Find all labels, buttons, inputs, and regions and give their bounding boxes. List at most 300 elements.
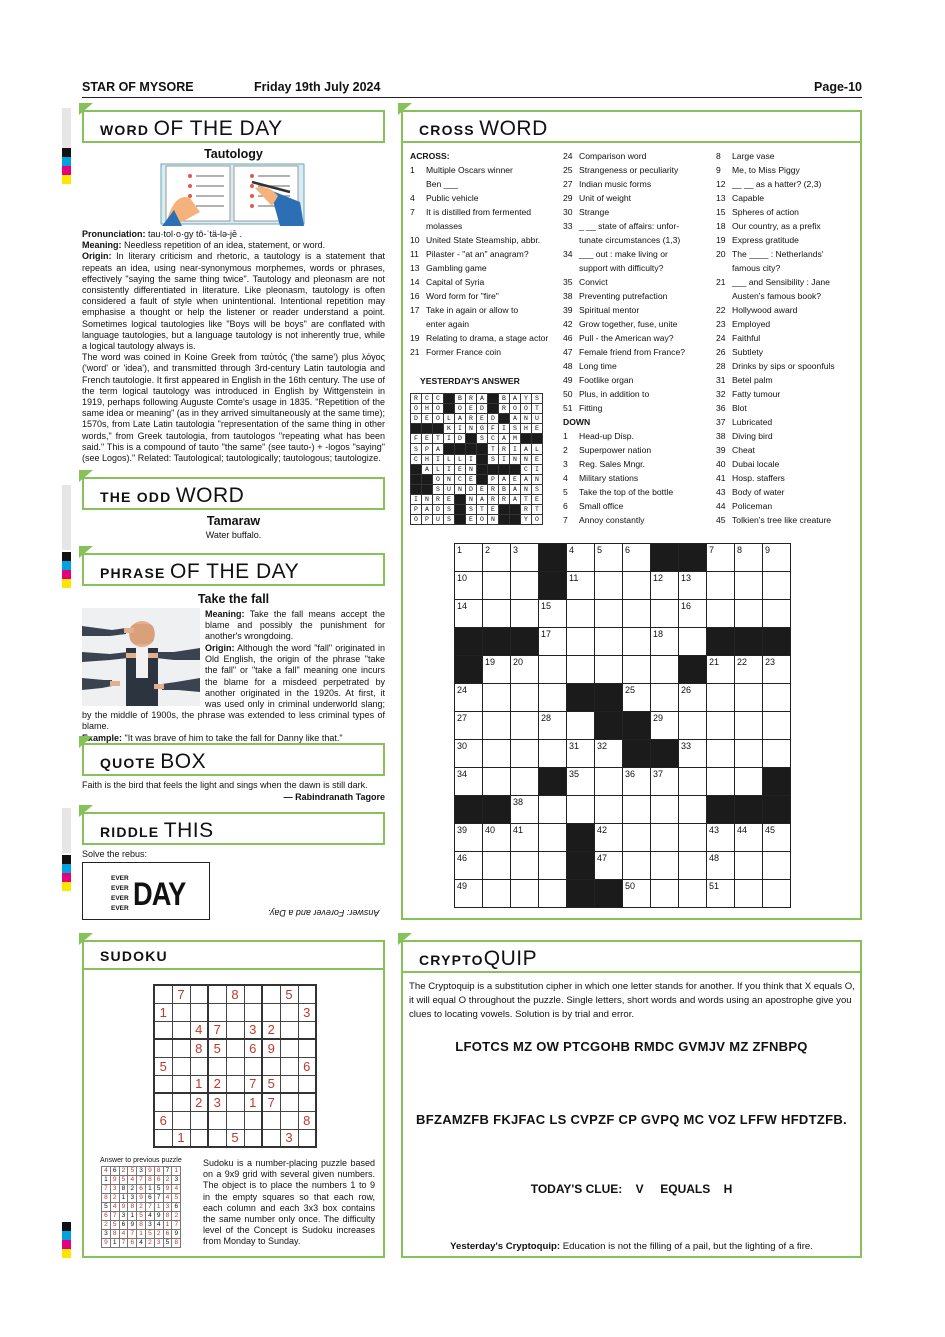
clue-text: Female friend from France? bbox=[579, 347, 686, 357]
answer-cell: S bbox=[411, 444, 422, 454]
grid-square[interactable] bbox=[623, 880, 651, 908]
sudoku-cell[interactable] bbox=[172, 1057, 190, 1075]
grid-square[interactable] bbox=[651, 684, 679, 712]
sudoku-cell[interactable] bbox=[208, 985, 226, 1003]
grid-square[interactable] bbox=[679, 880, 707, 908]
clue-text: Unit of weight bbox=[579, 193, 632, 203]
grid-square[interactable] bbox=[539, 712, 567, 740]
black-square bbox=[595, 712, 623, 740]
clue-number: 28 bbox=[541, 713, 552, 723]
grid-square[interactable] bbox=[651, 852, 679, 880]
grid-square[interactable] bbox=[623, 656, 651, 684]
sudoku-cell[interactable] bbox=[262, 985, 280, 1003]
grid-square[interactable] bbox=[567, 656, 595, 684]
pron-label: Pronunciation: bbox=[82, 229, 146, 239]
sudoku-cell[interactable] bbox=[208, 1003, 226, 1021]
sudoku-cell[interactable] bbox=[298, 1129, 316, 1147]
sudoku-cell: 3 bbox=[208, 1093, 226, 1111]
grid-square[interactable] bbox=[735, 852, 763, 880]
grid-square[interactable] bbox=[483, 684, 511, 712]
answer-cell: 1 bbox=[172, 1167, 181, 1176]
grid-square[interactable] bbox=[483, 572, 511, 600]
sudoku-cell[interactable] bbox=[244, 1111, 262, 1129]
grid-square[interactable] bbox=[735, 880, 763, 908]
sudoku-cell[interactable] bbox=[244, 985, 262, 1003]
answer-cell: 5 bbox=[145, 1230, 154, 1239]
grid-square[interactable] bbox=[763, 824, 791, 852]
clue-number: 1 bbox=[457, 545, 463, 555]
answer-cell: E bbox=[422, 414, 433, 424]
answer-cell: N bbox=[521, 414, 532, 424]
answer-row bbox=[411, 505, 543, 515]
sudoku-cell[interactable] bbox=[154, 1075, 172, 1093]
grid-square[interactable] bbox=[707, 656, 735, 684]
grid-square[interactable] bbox=[763, 684, 791, 712]
sudoku-cell: 5 bbox=[154, 1057, 172, 1075]
color-registration-mark bbox=[62, 855, 71, 891]
sudoku-cell[interactable] bbox=[208, 1129, 226, 1147]
grid-square[interactable] bbox=[623, 572, 651, 600]
grid-row bbox=[455, 684, 791, 712]
grid-square[interactable] bbox=[455, 740, 483, 768]
grid-square[interactable] bbox=[511, 684, 539, 712]
answer-cell: 3 bbox=[163, 1203, 172, 1212]
grid-square[interactable] bbox=[735, 656, 763, 684]
sudoku-cell[interactable] bbox=[190, 1129, 208, 1147]
sudoku-cell[interactable] bbox=[226, 1075, 244, 1093]
clue-number: 30 bbox=[563, 207, 573, 217]
grid-square[interactable] bbox=[651, 600, 679, 628]
grid-square[interactable] bbox=[763, 880, 791, 908]
sudoku-cell[interactable] bbox=[190, 985, 208, 1003]
black-square bbox=[595, 880, 623, 908]
clue-number: 28 bbox=[716, 361, 726, 371]
answer-cell: H bbox=[521, 424, 532, 434]
grid-square[interactable] bbox=[595, 796, 623, 824]
grid-square[interactable] bbox=[763, 852, 791, 880]
grid-square[interactable] bbox=[567, 544, 595, 572]
clue-item bbox=[563, 317, 713, 331]
answer-cell: 3 bbox=[137, 1167, 146, 1176]
clue-item bbox=[716, 317, 861, 331]
grid-square[interactable] bbox=[595, 852, 623, 880]
grid-square[interactable] bbox=[707, 572, 735, 600]
answer-cell: C bbox=[422, 394, 433, 404]
grid-square[interactable] bbox=[735, 712, 763, 740]
grid-square[interactable] bbox=[567, 572, 595, 600]
clue-number: 1 bbox=[410, 165, 415, 175]
grid-square[interactable] bbox=[483, 880, 511, 908]
grid-square[interactable] bbox=[763, 656, 791, 684]
sudoku-cell[interactable] bbox=[172, 1093, 190, 1111]
grid-square[interactable] bbox=[679, 712, 707, 740]
clue-text: Footlike organ bbox=[579, 375, 634, 385]
answer-cell: E bbox=[477, 414, 488, 424]
grid-square[interactable] bbox=[623, 600, 651, 628]
clue-item bbox=[716, 415, 861, 429]
grid-square[interactable] bbox=[595, 656, 623, 684]
answer-cell: 1 bbox=[128, 1212, 137, 1221]
sudoku-cell[interactable] bbox=[154, 1039, 172, 1057]
grid-square[interactable] bbox=[511, 852, 539, 880]
clue-text: Tolkien's tree like creature bbox=[732, 515, 832, 525]
grid-square[interactable] bbox=[567, 628, 595, 656]
grid-square[interactable] bbox=[539, 684, 567, 712]
clue-number bbox=[410, 317, 426, 331]
clue-item bbox=[563, 401, 713, 415]
answer-cell: 4 bbox=[163, 1194, 172, 1203]
clue-number: 45 bbox=[765, 825, 776, 835]
grid-square[interactable] bbox=[707, 880, 735, 908]
grid-square[interactable] bbox=[483, 824, 511, 852]
grid-square[interactable] bbox=[511, 796, 539, 824]
clue-text: Cheat bbox=[732, 445, 755, 455]
answer-cell: T bbox=[532, 505, 543, 515]
grid-square[interactable] bbox=[539, 796, 567, 824]
grid-square[interactable] bbox=[595, 768, 623, 796]
answer-cell: O bbox=[411, 404, 422, 414]
sudoku-cell[interactable] bbox=[280, 1003, 298, 1021]
clue-number: 5 bbox=[597, 545, 603, 555]
grid-square[interactable] bbox=[511, 656, 539, 684]
grid-square[interactable] bbox=[651, 768, 679, 796]
grid-square[interactable] bbox=[483, 544, 511, 572]
grid-square[interactable] bbox=[651, 824, 679, 852]
grid-square[interactable] bbox=[567, 796, 595, 824]
grid-square[interactable] bbox=[539, 824, 567, 852]
clue-text: Grow together, fuse, unite bbox=[579, 319, 678, 329]
grid-square[interactable] bbox=[735, 824, 763, 852]
clue-number: 20 bbox=[513, 657, 524, 667]
grid-square[interactable] bbox=[707, 824, 735, 852]
grid-square[interactable] bbox=[455, 768, 483, 796]
grid-square[interactable] bbox=[623, 796, 651, 824]
clue-number: 1 bbox=[563, 431, 568, 441]
grid-square[interactable] bbox=[539, 600, 567, 628]
black-square bbox=[679, 544, 707, 572]
grid-square[interactable] bbox=[511, 824, 539, 852]
sudoku-cell[interactable] bbox=[298, 1039, 316, 1057]
grid-square[interactable] bbox=[455, 852, 483, 880]
sudoku-cell[interactable] bbox=[262, 1129, 280, 1147]
phrase-title: Take the fall bbox=[197, 592, 270, 606]
answer-cell bbox=[433, 424, 444, 434]
issue-date: Friday 19th July 2024 bbox=[254, 80, 381, 94]
grid-square[interactable] bbox=[455, 712, 483, 740]
clue-number: 43 bbox=[709, 825, 720, 835]
grid-square[interactable] bbox=[511, 572, 539, 600]
sudoku-cell[interactable] bbox=[190, 1057, 208, 1075]
clue-item bbox=[410, 331, 560, 345]
sudoku-cell[interactable] bbox=[154, 1093, 172, 1111]
grid-square[interactable] bbox=[483, 852, 511, 880]
grid-square[interactable] bbox=[595, 824, 623, 852]
grid-square[interactable] bbox=[735, 684, 763, 712]
answer-cell: I bbox=[455, 424, 466, 434]
grid-square[interactable] bbox=[623, 852, 651, 880]
black-square bbox=[455, 628, 483, 656]
sudoku-cell[interactable] bbox=[280, 1093, 298, 1111]
grid-square[interactable] bbox=[595, 600, 623, 628]
rebus-ever: EVER bbox=[111, 885, 129, 892]
answer-cell: 6 bbox=[110, 1167, 119, 1176]
grid-square[interactable] bbox=[679, 852, 707, 880]
answer-cell: 7 bbox=[102, 1185, 111, 1194]
grid-square[interactable] bbox=[539, 628, 567, 656]
grid-square[interactable] bbox=[707, 600, 735, 628]
answer-cell: 6 bbox=[163, 1230, 172, 1239]
sudoku-cell[interactable] bbox=[280, 1111, 298, 1129]
clue-number: 42 bbox=[597, 825, 608, 835]
sudoku-header bbox=[82, 940, 385, 970]
sudoku-cell[interactable] bbox=[262, 1003, 280, 1021]
clue-number: 41 bbox=[513, 825, 524, 835]
example-label: Example: bbox=[82, 732, 123, 743]
answer-cell bbox=[422, 424, 433, 434]
sudoku-cell: 5 bbox=[280, 985, 298, 1003]
grid-square[interactable] bbox=[679, 600, 707, 628]
sudoku-cell[interactable] bbox=[190, 1003, 208, 1021]
grid-square[interactable] bbox=[623, 544, 651, 572]
sudoku-cell[interactable] bbox=[226, 1111, 244, 1129]
clue-text: Diving bird bbox=[732, 431, 773, 441]
grid-square[interactable] bbox=[651, 628, 679, 656]
sudoku-cell[interactable] bbox=[298, 1093, 316, 1111]
grid-square[interactable] bbox=[679, 572, 707, 600]
grid-square[interactable] bbox=[511, 544, 539, 572]
clue-item bbox=[716, 163, 861, 177]
grid-square[interactable] bbox=[679, 684, 707, 712]
grid-square[interactable] bbox=[595, 544, 623, 572]
grid-square[interactable] bbox=[707, 684, 735, 712]
grid-square[interactable] bbox=[707, 768, 735, 796]
clue-text: Hosp. staffers bbox=[732, 473, 785, 483]
grid-square[interactable] bbox=[623, 768, 651, 796]
grid-square[interactable] bbox=[483, 712, 511, 740]
grid-square[interactable] bbox=[539, 852, 567, 880]
grid-square[interactable] bbox=[679, 768, 707, 796]
clue-number: 2 bbox=[563, 445, 568, 455]
sudoku-cell[interactable] bbox=[280, 1021, 298, 1039]
clue-number: 3 bbox=[513, 545, 519, 555]
grid-square[interactable] bbox=[511, 740, 539, 768]
grid-square[interactable] bbox=[567, 600, 595, 628]
sudoku-cell[interactable] bbox=[172, 1039, 190, 1057]
grid-square[interactable] bbox=[455, 824, 483, 852]
sudoku-cell[interactable] bbox=[226, 1093, 244, 1111]
answer-cell bbox=[499, 414, 510, 424]
grid-square[interactable] bbox=[539, 656, 567, 684]
grid-square[interactable] bbox=[651, 712, 679, 740]
sudoku-grid bbox=[153, 984, 317, 1148]
grid-square[interactable] bbox=[735, 768, 763, 796]
answer-cell bbox=[510, 505, 521, 515]
grid-square[interactable] bbox=[623, 628, 651, 656]
clue-number: 4 bbox=[410, 193, 415, 203]
grid-square[interactable] bbox=[763, 712, 791, 740]
clue-item bbox=[563, 177, 713, 191]
grid-square[interactable] bbox=[567, 768, 595, 796]
grid-square[interactable] bbox=[763, 544, 791, 572]
clue-number: 6 bbox=[625, 545, 631, 555]
grid-square[interactable] bbox=[735, 600, 763, 628]
grid-row bbox=[455, 852, 791, 880]
grid-square[interactable] bbox=[651, 572, 679, 600]
sudoku-cell[interactable] bbox=[226, 1003, 244, 1021]
grid-square[interactable] bbox=[651, 656, 679, 684]
clue-text: Take in again or allow to bbox=[426, 305, 519, 315]
answer-cell: P bbox=[488, 474, 499, 484]
sudoku-cell[interactable] bbox=[298, 985, 316, 1003]
answer-cell: N bbox=[488, 515, 499, 525]
grid-square[interactable] bbox=[707, 740, 735, 768]
grid-square[interactable] bbox=[707, 852, 735, 880]
grid-square[interactable] bbox=[679, 796, 707, 824]
clue-text: enter again bbox=[426, 319, 470, 329]
sudoku-cell[interactable] bbox=[154, 985, 172, 1003]
grid-square[interactable] bbox=[623, 684, 651, 712]
sudoku-cell[interactable] bbox=[262, 1057, 280, 1075]
grid-square[interactable] bbox=[595, 628, 623, 656]
grid-square[interactable] bbox=[679, 628, 707, 656]
answer-cell: 5 bbox=[102, 1203, 111, 1212]
grid-square[interactable] bbox=[679, 740, 707, 768]
phrase-origin bbox=[82, 643, 385, 744]
answer-cell: A bbox=[499, 474, 510, 484]
grid-square[interactable] bbox=[651, 880, 679, 908]
grid-square[interactable] bbox=[595, 740, 623, 768]
clue-item bbox=[563, 331, 713, 345]
grid-square[interactable] bbox=[511, 600, 539, 628]
grid-square[interactable] bbox=[735, 740, 763, 768]
sudoku-cell[interactable] bbox=[298, 1075, 316, 1093]
sudoku-cell[interactable] bbox=[244, 1057, 262, 1075]
clue-item bbox=[563, 163, 713, 177]
answer-cell: 4 bbox=[128, 1176, 137, 1185]
answer-cell: 8 bbox=[110, 1230, 119, 1239]
answer-cell: S bbox=[444, 515, 455, 525]
answer-row bbox=[102, 1194, 181, 1203]
grid-square[interactable] bbox=[735, 544, 763, 572]
answer-cell bbox=[466, 434, 477, 444]
sudoku-cell[interactable] bbox=[172, 1111, 190, 1129]
grid-square[interactable] bbox=[511, 880, 539, 908]
clue-text: Drinks by sips or spoonfuls bbox=[732, 361, 835, 371]
clue-number: 21 bbox=[709, 657, 720, 667]
answer-cell: 7 bbox=[110, 1212, 119, 1221]
sudoku-cell[interactable] bbox=[244, 1003, 262, 1021]
cryptoquip-line-2: BFZAMZFB FKJFAC LS CVPZF CP GVPQ MC VOZ LFFW HFDTZFB. bbox=[416, 1112, 847, 1127]
clue-number: 38 bbox=[716, 431, 726, 441]
grid-square[interactable] bbox=[539, 880, 567, 908]
answer-row bbox=[411, 434, 543, 444]
sudoku-cell[interactable] bbox=[190, 1111, 208, 1129]
answer-cell: R bbox=[411, 394, 422, 404]
sudoku-cell[interactable] bbox=[172, 1003, 190, 1021]
answer-cell: P bbox=[411, 505, 422, 515]
clue-number: 49 bbox=[563, 375, 573, 385]
sudoku-cell[interactable] bbox=[262, 1111, 280, 1129]
clue-number: 33 bbox=[681, 741, 692, 751]
clue-item bbox=[563, 471, 713, 485]
sudoku-cell[interactable] bbox=[172, 1075, 190, 1093]
grid-square[interactable] bbox=[455, 880, 483, 908]
cryptoquip-clue: TODAY'S CLUE: V EQUALS H bbox=[530, 1182, 733, 1196]
answer-cell: L bbox=[433, 464, 444, 474]
answer-cell: I bbox=[444, 464, 455, 474]
clue-item bbox=[716, 331, 861, 345]
sudoku-cell[interactable] bbox=[226, 1039, 244, 1057]
answer-cell: D bbox=[433, 505, 444, 515]
grid-square[interactable] bbox=[707, 544, 735, 572]
sudoku-cell[interactable] bbox=[244, 1129, 262, 1147]
clue-number: 17 bbox=[541, 629, 552, 639]
grid-square[interactable] bbox=[483, 740, 511, 768]
clue-item bbox=[563, 303, 713, 317]
grid-square[interactable] bbox=[707, 712, 735, 740]
sudoku-cell[interactable] bbox=[298, 1021, 316, 1039]
clue-item bbox=[410, 233, 560, 247]
grid-square[interactable] bbox=[539, 740, 567, 768]
clue-number: 5 bbox=[563, 487, 568, 497]
clue-number: 39 bbox=[716, 445, 726, 455]
answer-row bbox=[102, 1176, 181, 1185]
grid-square[interactable] bbox=[763, 740, 791, 768]
answer-cell: E bbox=[510, 474, 521, 484]
grid-square[interactable] bbox=[763, 600, 791, 628]
grid-square[interactable] bbox=[455, 544, 483, 572]
grid-square[interactable] bbox=[455, 572, 483, 600]
clue-item bbox=[563, 233, 713, 247]
clue-text: Austen's famous book? bbox=[732, 291, 822, 301]
sudoku-cell[interactable] bbox=[226, 1057, 244, 1075]
grid-square[interactable] bbox=[511, 768, 539, 796]
grid-square[interactable] bbox=[763, 572, 791, 600]
clue-number: 27 bbox=[457, 713, 468, 723]
clue-number: 19 bbox=[716, 235, 726, 245]
sudoku-cell[interactable] bbox=[208, 1057, 226, 1075]
sudoku-cell[interactable] bbox=[280, 1075, 298, 1093]
grid-square[interactable] bbox=[567, 740, 595, 768]
sudoku-cell[interactable] bbox=[154, 1129, 172, 1147]
sudoku-cell[interactable] bbox=[172, 1021, 190, 1039]
answer-cell: N bbox=[510, 454, 521, 464]
sudoku-cell[interactable] bbox=[208, 1111, 226, 1129]
grid-square[interactable] bbox=[679, 824, 707, 852]
grid-square[interactable] bbox=[483, 656, 511, 684]
answer-cell: I bbox=[444, 434, 455, 444]
grid-square[interactable] bbox=[511, 712, 539, 740]
grid-square[interactable] bbox=[735, 572, 763, 600]
answer-cell: T bbox=[488, 444, 499, 454]
sudoku-cell[interactable] bbox=[280, 1057, 298, 1075]
origin-label: Origin: bbox=[205, 643, 235, 653]
grid-square[interactable] bbox=[483, 768, 511, 796]
sudoku-cell[interactable] bbox=[226, 1021, 244, 1039]
sudoku-cell[interactable] bbox=[154, 1021, 172, 1039]
answer-cell: N bbox=[466, 494, 477, 504]
sudoku-cell[interactable] bbox=[280, 1039, 298, 1057]
grid-square[interactable] bbox=[455, 600, 483, 628]
grid-square[interactable] bbox=[595, 572, 623, 600]
answer-cell bbox=[411, 484, 422, 494]
grid-square[interactable] bbox=[455, 684, 483, 712]
grid-square[interactable] bbox=[567, 712, 595, 740]
grid-square[interactable] bbox=[623, 824, 651, 852]
clue-number: 12 bbox=[653, 573, 664, 583]
grid-square[interactable] bbox=[651, 796, 679, 824]
grid-square[interactable] bbox=[483, 600, 511, 628]
